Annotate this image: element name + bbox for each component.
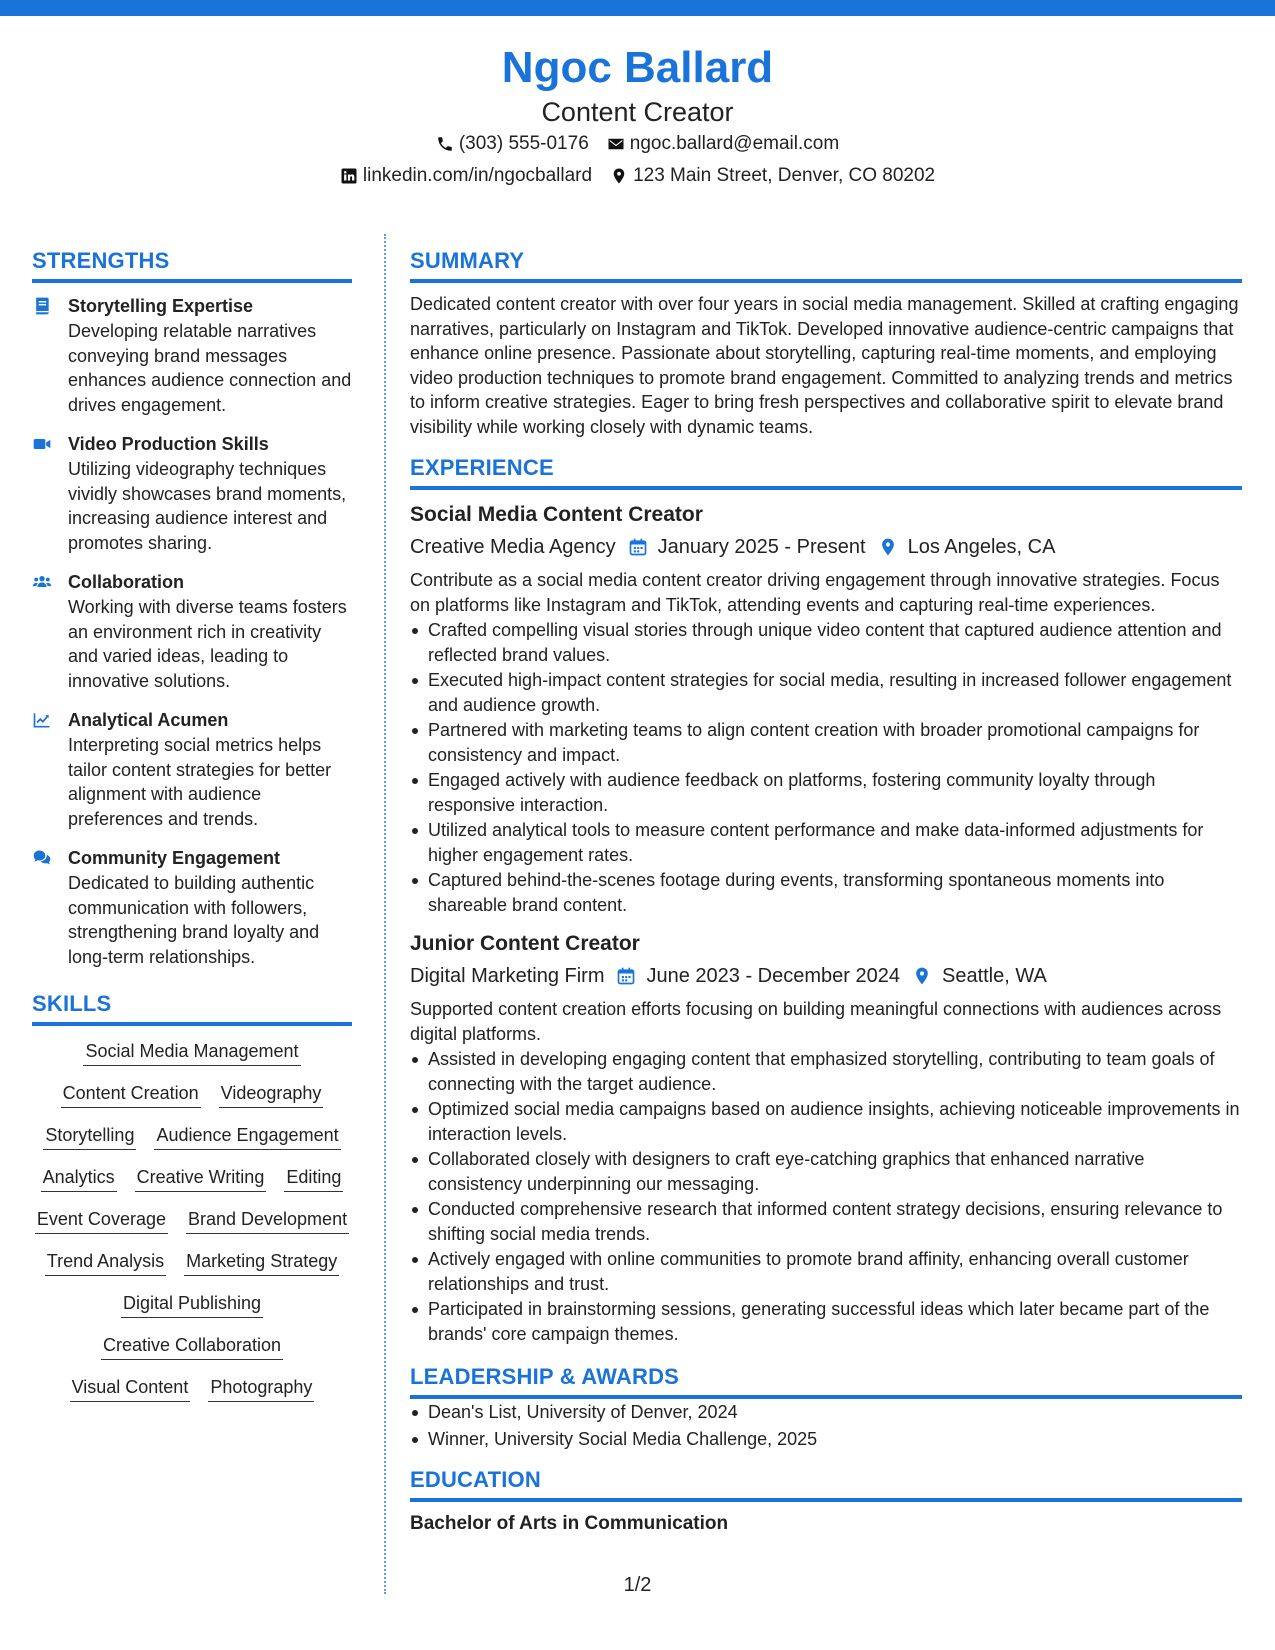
- job-dates: June 2023 - December 2024: [646, 965, 900, 987]
- comments-icon: [32, 848, 52, 868]
- skill-tag: Digital Publishing: [121, 1290, 263, 1318]
- job-entry: [410, 929, 1242, 1346]
- job-meta: [410, 961, 1242, 991]
- strengths-list: [32, 293, 352, 969]
- envelope-icon: [607, 135, 625, 153]
- job-bullets: [410, 618, 1242, 917]
- education-heading: EDUCATION: [410, 1465, 1242, 1502]
- job-dates: January 2025 - Present: [657, 536, 866, 558]
- job-bullet: Partnered with marketing teams to align content creation with broader promotional campaigns for consistency and impact.: [410, 718, 1242, 767]
- skill-tag: Analytics: [41, 1164, 117, 1192]
- job-location: Los Angeles, CA: [907, 536, 1056, 558]
- job-description: Contribute as a social media content creator driving engagement through innovative strategies. Focus on platforms like Instagram and TikTok, attending events and capturing real-time experiences.: [410, 570, 1220, 615]
- job-bullet: Executed high-impact content strategies for social media, resulting in increased follower engagement and audience growth.: [410, 668, 1242, 717]
- job-bullet: Assisted in developing engaging content that emphasized storytelling, contributing to team goals of connecting with the target audience.: [410, 1047, 1242, 1096]
- job-location: Seattle, WA: [941, 965, 1047, 987]
- column-divider: [384, 234, 386, 1594]
- location-pin-icon: [912, 966, 932, 986]
- job-bullet: Utilized analytical tools to measure content performance and make data-informed adjustments for higher engagement rates.: [410, 818, 1242, 867]
- skill-tag: Creative Writing: [135, 1164, 267, 1192]
- strengths-heading: STRENGTHS: [32, 246, 352, 283]
- strength-heading: Community Engagement: [68, 848, 281, 868]
- skill-tag: Marketing Strategy: [184, 1248, 339, 1276]
- job-bullet: Crafted compelling visual stories through unique video content that captured audience attention and reflected brand values.: [410, 618, 1242, 667]
- address-text: 123 Main Street, Denver, CO 80202: [633, 165, 936, 186]
- job-bullet: Captured behind-the-scenes footage during events, transforming spontaneous moments into shareable brand content.: [410, 868, 1242, 917]
- summary-text: Dedicated content creator with over four years in social media management. Skilled at crafting engaging narratives, particularly on Instagram and TikTok. Developed innovative audience-centric campaigns that enhance online presence. Passionate about storytelling, capturing real-time moments, and employing video production techniques to promote brand engagement. Committed to analyzing trends and metrics to inform creative strategies. Eager to bring fresh perspectives and collaborative spirit to elevate brand visibility while working closely with dynamic teams.: [410, 294, 1239, 437]
- left-column: [32, 246, 352, 1402]
- calendar-icon: [616, 966, 636, 986]
- candidate-name: Ngoc Ballard: [501, 43, 774, 92]
- skills-list: [32, 1038, 352, 1402]
- skill-tag: Social Media Management: [83, 1038, 300, 1066]
- strength-heading: Analytical Acumen: [68, 710, 229, 730]
- strength-item: [32, 845, 352, 969]
- strength-description: Utilizing videography techniques vividly showcases brand moments, increasing audience interest and promotes sharing.: [68, 459, 347, 553]
- strength-item: [32, 431, 352, 555]
- skill-tag: Content Creation: [61, 1080, 201, 1108]
- job-bullet: Collaborated closely with designers to craft eye-catching graphics that enhanced narrative consistency underpinning our messaging.: [410, 1147, 1242, 1196]
- job-company: Creative Media Agency: [410, 536, 616, 558]
- email-text: ngoc.ballard@email.com: [629, 133, 840, 154]
- job-bullet: Optimized social media campaigns based on audience insights, achieving noticeable improvements in interaction levels.: [410, 1097, 1242, 1146]
- contact-row-1: [0, 128, 1275, 160]
- top-accent-bar: [0, 0, 1275, 16]
- calendar-icon: [628, 537, 648, 557]
- book-icon: [32, 296, 52, 316]
- strength-item: [32, 293, 352, 417]
- line-chart-icon: [32, 710, 52, 730]
- users-icon: [32, 572, 52, 592]
- job-title: Social Media Content Creator: [410, 503, 703, 526]
- strength-description: Dedicated to building authentic communication with followers, strengthening brand loyalty and long-term relationships.: [68, 873, 320, 967]
- degree-title: Bachelor of Arts in Communication: [410, 1513, 729, 1534]
- strength-item: [32, 707, 352, 831]
- candidate-title: Content Creator: [541, 97, 734, 127]
- skills-heading: SKILLS: [32, 989, 352, 1026]
- strength-description: Working with diverse teams fosters an environment rich in creativity and varied ideas, leading to innovative solutions.: [68, 597, 347, 691]
- skill-tag: Audience Engagement: [154, 1122, 340, 1150]
- strength-heading: Storytelling Expertise: [68, 296, 254, 316]
- job-company: Digital Marketing Firm: [410, 965, 605, 987]
- job-meta: [410, 532, 1242, 562]
- resume-header: [0, 40, 1275, 192]
- phone-text: (303) 555-0176: [458, 133, 589, 154]
- contact-linkedin[interactable]: [340, 160, 592, 192]
- job-entry: [410, 500, 1242, 917]
- leadership-heading: LEADERSHIP & AWARDS: [410, 1362, 1242, 1399]
- skill-tag: Trend Analysis: [45, 1248, 166, 1276]
- contact-address: [610, 160, 935, 192]
- location-pin-icon: [878, 537, 898, 557]
- skill-tag: Visual Content: [70, 1374, 191, 1402]
- skill-tag: Photography: [208, 1374, 314, 1402]
- job-bullet: Actively engaged with online communities to promote brand affinity, enhancing overall customer relationships and trust.: [410, 1247, 1242, 1296]
- strength-item: [32, 569, 352, 693]
- strength-description: Developing relatable narratives conveying brand messages enhances audience connection and drives engagement.: [68, 321, 352, 415]
- summary-heading: SUMMARY: [410, 246, 1242, 283]
- strength-description: Interpreting social metrics helps tailor content strategies for better alignment with audience preferences and trends.: [68, 735, 332, 829]
- skill-tag: Storytelling: [43, 1122, 136, 1150]
- award-item: Dean's List, University of Denver, 2024: [410, 1400, 1242, 1425]
- skill-tag: Event Coverage: [35, 1206, 168, 1234]
- job-bullets: [410, 1047, 1242, 1346]
- map-pin-icon: [610, 167, 628, 185]
- linkedin-text: linkedin.com/in/ngocballard: [362, 165, 593, 186]
- job-bullet: Conducted comprehensive research that informed content strategy decisions, ensuring relevance to shifting social media trends.: [410, 1197, 1242, 1246]
- video-camera-icon: [32, 434, 52, 454]
- skill-tag: Brand Development: [186, 1206, 349, 1234]
- contact-phone: [436, 128, 589, 160]
- skill-tag: Editing: [284, 1164, 343, 1192]
- job-description: Supported content creation efforts focusing on building meaningful connections with audiences across digital platforms.: [410, 999, 1222, 1044]
- right-column: [410, 246, 1242, 1538]
- job-title: Junior Content Creator: [410, 932, 640, 955]
- job-bullet: Participated in brainstorming sessions, generating successful ideas which later became part of the brands' core campaign themes.: [410, 1297, 1242, 1346]
- strength-heading: Collaboration: [68, 572, 184, 592]
- job-bullet: Engaged actively with audience feedback on platforms, fostering community loyalty through responsive interaction.: [410, 768, 1242, 817]
- skill-tag: Creative Collaboration: [101, 1332, 283, 1360]
- linkedin-icon: [340, 167, 358, 185]
- contact-row-2: [0, 160, 1275, 192]
- contact-email[interactable]: [607, 128, 839, 160]
- strength-heading: Video Production Skills: [68, 434, 269, 454]
- phone-icon: [436, 135, 454, 153]
- leadership-list: [410, 1400, 1242, 1451]
- skill-tag: Videography: [219, 1080, 324, 1108]
- page-number: 1/2: [623, 1574, 652, 1596]
- award-item: Winner, University Social Media Challenge, 2025: [410, 1427, 1242, 1452]
- experience-heading: EXPERIENCE: [410, 453, 1242, 490]
